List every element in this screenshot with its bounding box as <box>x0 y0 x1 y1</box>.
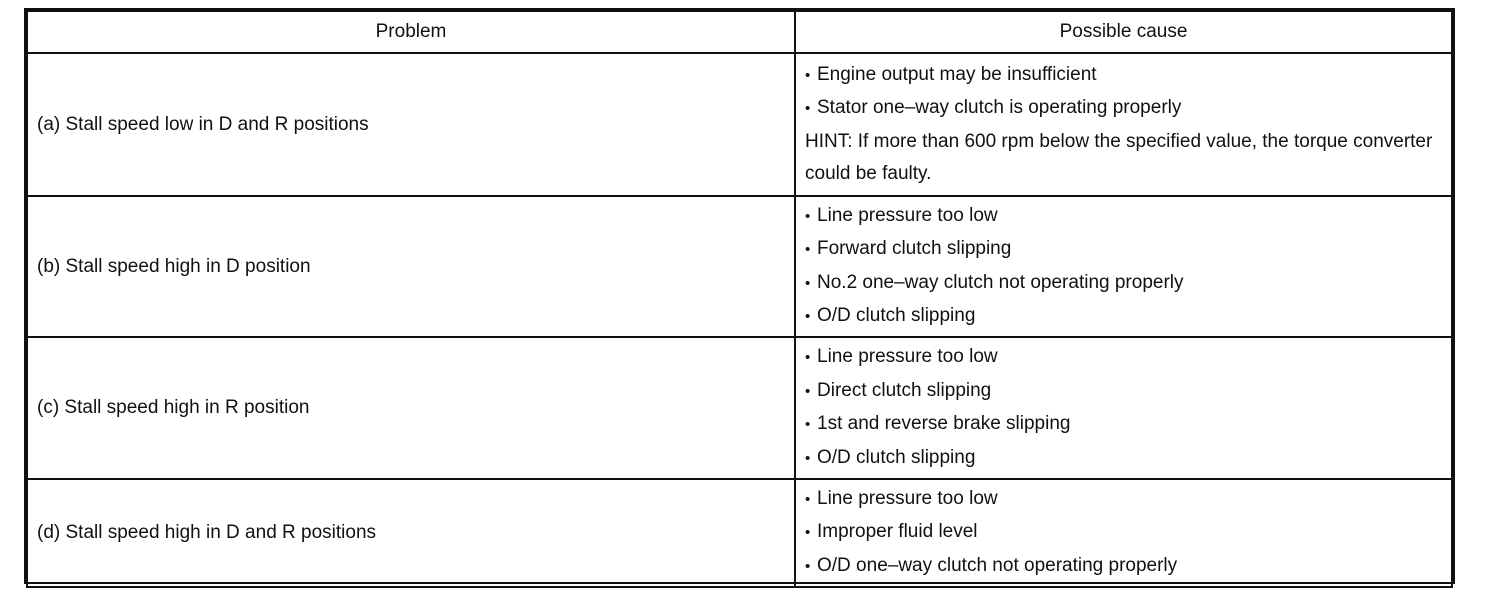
bullet-icon: • <box>805 349 811 366</box>
cause-item <box>805 92 1443 126</box>
cause-text: 1st and reverse brake slipping <box>817 413 1071 434</box>
cause-item <box>805 233 1443 267</box>
cause-text: Direct clutch slipping <box>817 379 992 401</box>
cause-item <box>805 483 1443 517</box>
table-row <box>27 53 1452 196</box>
cause-text: Engine output may be insufficient <box>817 63 1097 85</box>
header-possible-cause: Possible cause <box>795 11 1452 53</box>
header-problem: Problem <box>27 11 795 53</box>
troubleshooting-table <box>26 10 1453 588</box>
cause-item <box>805 550 1443 584</box>
bullet-icon: • <box>805 557 811 575</box>
bullet-icon: • <box>805 416 811 433</box>
cause-text: Forward clutch slipping <box>817 238 1012 259</box>
problem-cell: (a) Stall speed low in D and R positions <box>27 53 795 196</box>
cause-text: Stator one–way clutch is operating properly <box>817 97 1182 118</box>
cause-cell <box>795 337 1452 479</box>
troubleshooting-table-container <box>24 8 1455 584</box>
table-row <box>27 479 1452 587</box>
problem-cell: (c) Stall speed high in R position <box>27 337 795 479</box>
cause-text: O/D clutch slipping <box>817 446 976 468</box>
bullet-icon: • <box>805 524 811 542</box>
cause-item <box>805 59 1443 93</box>
cause-text: Line pressure too low <box>817 204 998 226</box>
problem-cell: (b) Stall speed high in D position <box>27 196 795 337</box>
cause-text: No.2 one–way clutch not operating properly <box>817 271 1184 293</box>
table-row <box>27 337 1452 479</box>
cause-cell <box>795 53 1452 196</box>
cause-item <box>805 300 1443 334</box>
bullet-icon: • <box>805 66 811 84</box>
bullet-icon: • <box>805 382 811 400</box>
bullet-icon: • <box>805 274 811 292</box>
bullet-icon: • <box>805 449 811 467</box>
cause-text: Improper fluid level <box>817 521 978 543</box>
bullet-icon: • <box>805 308 811 325</box>
cause-text: Line pressure too low <box>817 346 998 367</box>
cause-text: O/D one–way clutch not operating properly <box>817 554 1178 576</box>
cause-item <box>805 200 1443 234</box>
bullet-icon: • <box>805 490 811 508</box>
cause-item <box>805 341 1443 375</box>
hint-text: HINT: If more than 600 rpm below the specified value, the torque converter could be faulty. <box>805 130 1433 184</box>
cause-cell <box>795 196 1452 337</box>
table-row <box>27 196 1452 337</box>
cause-cell <box>795 479 1452 587</box>
bullet-icon: • <box>805 207 811 225</box>
cause-item <box>805 375 1443 409</box>
cause-item <box>805 267 1443 301</box>
cause-text: Line pressure too low <box>817 487 998 509</box>
cause-item <box>805 516 1443 550</box>
header-row <box>27 11 1452 53</box>
bullet-icon: • <box>805 241 811 258</box>
cause-text: O/D clutch slipping <box>817 305 976 326</box>
problem-cell: (d) Stall speed high in D and R positions <box>27 479 795 587</box>
cause-item <box>805 408 1443 442</box>
bullet-icon: • <box>805 100 811 117</box>
cause-item <box>805 442 1443 476</box>
